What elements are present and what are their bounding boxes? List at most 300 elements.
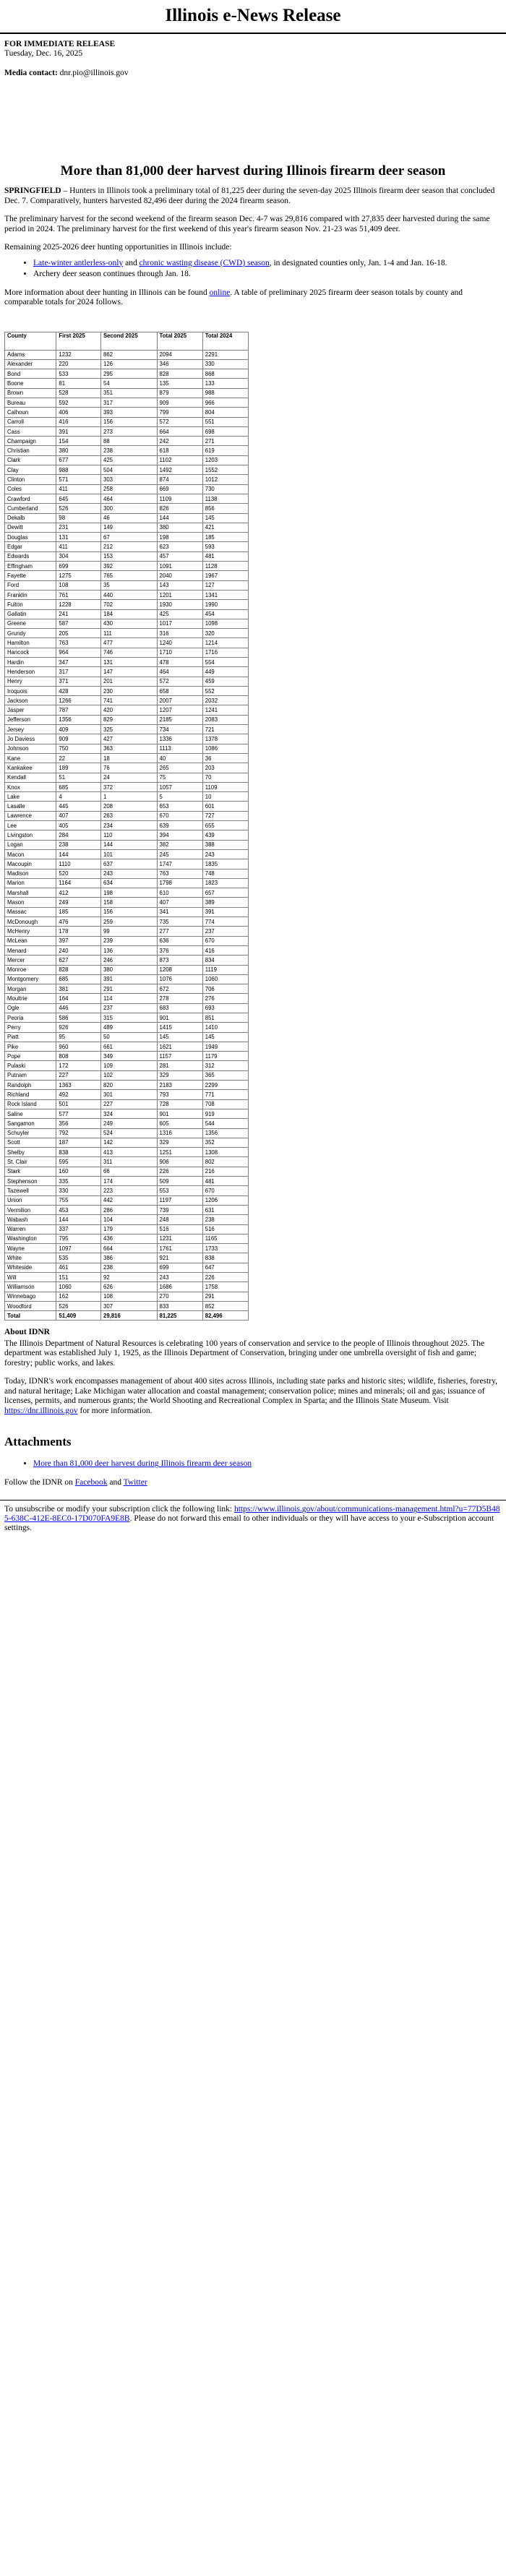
table-row xyxy=(5,1224,249,1234)
table-cell: 623 xyxy=(157,542,202,551)
table-row xyxy=(5,523,249,532)
table-cell: 1990 xyxy=(202,600,248,609)
table-cell: 657 xyxy=(202,888,248,898)
table-cell: 658 xyxy=(157,686,202,695)
table-cell: 386 xyxy=(100,1253,157,1263)
table-cell: St. Clair xyxy=(5,1157,56,1167)
table-row xyxy=(5,562,249,571)
paragraph-1-text: – Hunters in Illinois took a preliminary total of 81,225 deer during the seven-day 2025 Illinois firearm deer season that concluded Dec. 7. Comparatively, hunters harvested 82,496 deer during the 2024 firearm season. xyxy=(4,186,495,205)
article-paragraph-2: The preliminary harvest for the second weekend of the firearm season Dec. 4-7 was 29,816 compared with 27,835 deer harvested during the same period in 2024. The preliminary harvest for the first weekend of this year's firearm season Nov. 21-23 was 51,409 deer. xyxy=(4,215,490,233)
table-cell: 670 xyxy=(202,1186,248,1195)
table-cell: 156 xyxy=(100,417,157,426)
table-cell: 243 xyxy=(100,869,157,878)
table-cell: 988 xyxy=(202,388,248,398)
table-cell: Greene xyxy=(5,619,56,628)
table-cell: 571 xyxy=(56,475,101,484)
table-row xyxy=(5,465,249,475)
table-row xyxy=(5,898,249,907)
table-cell: 879 xyxy=(157,388,202,398)
table-cell: 185 xyxy=(56,907,101,916)
table-cell: 610 xyxy=(157,888,202,898)
table-cell: Ford xyxy=(5,580,56,590)
table-cell: 535 xyxy=(56,1253,101,1263)
table-cell: 868 xyxy=(202,369,248,379)
table-row xyxy=(5,792,249,802)
table-cell: 699 xyxy=(157,1263,202,1272)
table-cell: 301 xyxy=(100,1090,157,1099)
table-cell: 5 xyxy=(157,792,202,802)
table-row xyxy=(5,763,249,773)
table-cell: Massac xyxy=(5,907,56,916)
table-cell: 1410 xyxy=(202,1023,248,1032)
table-row xyxy=(5,994,249,1003)
table-cell: 774 xyxy=(202,917,248,927)
table-cell: 669 xyxy=(157,484,202,494)
table-cell: Edgar xyxy=(5,542,56,551)
table-row xyxy=(5,1119,249,1128)
table-cell: Bureau xyxy=(5,398,56,407)
table-row xyxy=(5,878,249,888)
table-cell: 901 xyxy=(157,1109,202,1118)
online-link[interactable]: online xyxy=(209,288,231,297)
table-cell: Crawford xyxy=(5,494,56,503)
table-row xyxy=(5,551,249,561)
table-cell: 231 xyxy=(56,523,101,532)
table-cell: 1060 xyxy=(56,1282,101,1292)
table-cell: 439 xyxy=(202,830,248,840)
table-row xyxy=(5,504,249,513)
table-row xyxy=(5,1032,249,1042)
table-cell: 406 xyxy=(56,408,101,417)
table-cell: 216 xyxy=(202,1167,248,1176)
table-cell: Putnam xyxy=(5,1070,56,1080)
table-cell: 238 xyxy=(100,446,157,455)
table-cell: 852 xyxy=(202,1301,248,1310)
table-cell: 376 xyxy=(157,945,202,955)
table-cell: Richland xyxy=(5,1090,56,1099)
list-item xyxy=(33,259,502,269)
table-cell: 372 xyxy=(100,782,157,791)
table-row xyxy=(5,484,249,494)
table-cell: Wayne xyxy=(5,1244,56,1253)
table-cell: 664 xyxy=(100,1244,157,1253)
table-cell: 46 xyxy=(100,513,157,523)
table-cell: Christian xyxy=(5,446,56,455)
table-row xyxy=(5,782,249,791)
table-cell: 382 xyxy=(157,840,202,849)
follow-text: and xyxy=(107,1478,124,1487)
table-cell: 921 xyxy=(157,1253,202,1263)
about-paragraph-2 xyxy=(4,1377,502,1416)
table-row xyxy=(5,686,249,695)
table-cell: 1207 xyxy=(157,705,202,715)
article-title: More than 81,000 deer harvest during Illinois firearm deer season xyxy=(60,163,446,179)
table-cell: 320 xyxy=(202,629,248,638)
table-cell: 425 xyxy=(157,609,202,619)
table-cell: Scott xyxy=(5,1138,56,1147)
table-cell: 111 xyxy=(100,629,157,638)
table-cell: Johnson xyxy=(5,744,56,753)
article-paragraph-1 xyxy=(4,186,502,206)
table-cell: Rock Island xyxy=(5,1099,56,1109)
table-cell: 795 xyxy=(56,1234,101,1243)
table-cell: 317 xyxy=(56,667,101,677)
table-cell: 449 xyxy=(202,667,248,677)
table-cell: 739 xyxy=(157,1205,202,1214)
table-cell: 220 xyxy=(56,359,101,369)
table-cell: 1930 xyxy=(157,600,202,609)
table-cell: 258 xyxy=(100,484,157,494)
table-cell: 242 xyxy=(157,437,202,446)
table-cell: 420 xyxy=(100,705,157,715)
table-cell: 478 xyxy=(157,658,202,667)
cwd-season-link[interactable]: chronic wasting disease (CWD) season xyxy=(139,258,270,267)
table-cell: Henry xyxy=(5,677,56,686)
media-contact-email: dnr.pio@illinois.gov xyxy=(59,69,129,77)
table-cell: 278 xyxy=(157,994,202,1003)
table-cell: Grundy xyxy=(5,629,56,638)
table-cell: 109 xyxy=(100,1061,157,1070)
table-cell: 838 xyxy=(56,1148,101,1157)
table-cell: 223 xyxy=(100,1186,157,1195)
table-cell: 664 xyxy=(157,426,202,436)
table-cell: 237 xyxy=(100,1003,157,1013)
table-cell: 133 xyxy=(202,379,248,388)
table-cell: 162 xyxy=(56,1292,101,1301)
table-cell: 524 xyxy=(100,1128,157,1138)
table-cell: 1201 xyxy=(157,590,202,599)
table-cell: 750 xyxy=(56,744,101,753)
table-row xyxy=(5,1109,249,1118)
table-cell: 24 xyxy=(100,773,157,782)
table-row xyxy=(5,956,249,965)
table-cell: 356 xyxy=(56,1119,101,1128)
table-cell: 685 xyxy=(56,974,101,984)
table-cell: 1157 xyxy=(157,1052,202,1061)
table-cell: Menard xyxy=(5,945,56,955)
twitter-link[interactable]: Twitter xyxy=(123,1478,147,1487)
table-cell: 966 xyxy=(202,398,248,407)
table-row xyxy=(5,1013,249,1022)
table-cell: 187 xyxy=(56,1138,101,1147)
table-cell: 909 xyxy=(157,398,202,407)
table-row xyxy=(5,629,249,638)
table-cell: 1097 xyxy=(56,1244,101,1253)
table-cell: 454 xyxy=(202,609,248,619)
table-cell: Pike xyxy=(5,1042,56,1051)
table-cell: Shelby xyxy=(5,1148,56,1157)
table-cell: 1203 xyxy=(202,455,248,465)
table-cell: 246 xyxy=(100,956,157,965)
paragraph-4-text: More information about deer hunting in Illinois can be found xyxy=(4,288,210,297)
table-cell: 554 xyxy=(202,658,248,667)
table-cell: 1231 xyxy=(157,1234,202,1243)
unsubscribe-note xyxy=(0,1500,506,1537)
table-cell: 2183 xyxy=(157,1081,202,1090)
table-cell: 619 xyxy=(202,446,248,455)
table-cell: 636 xyxy=(157,936,202,945)
table-cell: 416 xyxy=(202,945,248,955)
table-cell: 36 xyxy=(202,753,248,763)
table-cell: 102 xyxy=(100,1070,157,1080)
table-cell: Boone xyxy=(5,379,56,388)
table-cell: Coles xyxy=(5,484,56,494)
table-cell: 1363 xyxy=(56,1081,101,1090)
table-cell: 380 xyxy=(100,965,157,974)
table-cell: 509 xyxy=(157,1177,202,1186)
table-cell: 143 xyxy=(157,580,202,590)
table-row xyxy=(5,1023,249,1032)
table-cell: 286 xyxy=(100,1205,157,1214)
table-cell: Marion xyxy=(5,878,56,888)
attachment-link[interactable]: More than 81,000 deer harvest during Illinois firearm deer season xyxy=(33,1459,252,1469)
table-cell: 741 xyxy=(100,696,157,705)
idnr-website-link[interactable]: https://dnr.illinois.gov xyxy=(4,1406,78,1415)
table-row xyxy=(5,1099,249,1109)
table-cell: 1835 xyxy=(202,859,248,869)
table-cell: 631 xyxy=(202,1205,248,1214)
table-cell: 637 xyxy=(100,859,157,869)
table-cell: Marshall xyxy=(5,888,56,898)
table-cell: 351 xyxy=(100,388,157,398)
table-cell: 315 xyxy=(100,1013,157,1022)
table-cell: 248 xyxy=(157,1215,202,1224)
table-cell: 330 xyxy=(202,359,248,369)
table-cell: 586 xyxy=(56,1013,101,1022)
table-cell: 2185 xyxy=(157,715,202,724)
table-row xyxy=(5,1253,249,1263)
table-cell: 655 xyxy=(202,821,248,830)
table-cell: 577 xyxy=(56,1109,101,1118)
table-cell: 144 xyxy=(100,840,157,849)
table-cell: Iroquois xyxy=(5,686,56,695)
table-cell: 552 xyxy=(202,686,248,695)
table-cell: 189 xyxy=(56,763,101,773)
table-cell: 1110 xyxy=(56,859,101,869)
table-cell: 295 xyxy=(100,369,157,379)
list-text: , in designated counties only, Jan. 1-4 and Jan. 16-18. xyxy=(269,258,447,267)
table-cell: Effingham xyxy=(5,562,56,571)
table-cell: 352 xyxy=(202,1138,248,1147)
table-row xyxy=(5,1244,249,1253)
table-cell: Woodford xyxy=(5,1301,56,1310)
table-cell: 787 xyxy=(56,705,101,715)
table-cell: Franklin xyxy=(5,590,56,599)
table-cell: 135 xyxy=(157,379,202,388)
table-cell: 544 xyxy=(202,1119,248,1128)
table-cell: 459 xyxy=(202,677,248,686)
unsubscribe-text: . Please do not forward this email to other individuals or they will have access to your e-Subscription account settings. xyxy=(4,1514,494,1533)
table-cell: Jo Daviess xyxy=(5,734,56,744)
table-row xyxy=(5,927,249,936)
table-cell: 205 xyxy=(56,629,101,638)
table-cell: 237 xyxy=(202,927,248,936)
table-row xyxy=(5,417,249,426)
table-cell: 212 xyxy=(100,542,157,551)
table-cell: 1356 xyxy=(56,715,101,724)
table-cell: 793 xyxy=(157,1090,202,1099)
table-cell: Clay xyxy=(5,465,56,475)
table-cell: 198 xyxy=(100,888,157,898)
table-row xyxy=(5,849,249,859)
column-header: First 2025 xyxy=(56,332,101,350)
table-cell: 335 xyxy=(56,1177,101,1186)
table-row xyxy=(5,1052,249,1061)
table-row xyxy=(5,888,249,898)
table-cell: 1308 xyxy=(202,1148,248,1157)
table-cell: 160 xyxy=(56,1167,101,1176)
table-cell: 371 xyxy=(56,677,101,686)
table-cell: Lee xyxy=(5,821,56,830)
table-row xyxy=(5,1042,249,1051)
table-cell: 2040 xyxy=(157,571,202,580)
table-row xyxy=(5,965,249,974)
table-cell: 95 xyxy=(56,1032,101,1042)
table-cell: Schuyler xyxy=(5,1128,56,1138)
table-cell: 2007 xyxy=(157,696,202,705)
table-row xyxy=(5,1081,249,1090)
table-cell: 1206 xyxy=(202,1195,248,1205)
table-cell: 553 xyxy=(157,1186,202,1195)
table-row xyxy=(5,1157,249,1167)
table-row xyxy=(5,475,249,484)
table-cell: 516 xyxy=(157,1224,202,1234)
table-cell: 593 xyxy=(202,542,248,551)
table-cell: Hancock xyxy=(5,648,56,657)
table-row xyxy=(5,917,249,927)
table-cell: 808 xyxy=(56,1052,101,1061)
table-cell: 639 xyxy=(157,821,202,830)
table-cell: 851 xyxy=(202,1013,248,1022)
list-item: • Archery deer season continues through Jan. 18. xyxy=(33,270,502,280)
table-cell: 324 xyxy=(100,1109,157,1118)
table-row xyxy=(5,1301,249,1310)
table-cell: 416 xyxy=(56,417,101,426)
table-cell: 425 xyxy=(100,455,157,465)
table-cell: 1 xyxy=(100,792,157,802)
table-cell: Stark xyxy=(5,1167,56,1176)
table-cell: Cumberland xyxy=(5,504,56,513)
table-cell: 179 xyxy=(100,1224,157,1234)
table-cell: 131 xyxy=(100,658,157,667)
table-cell: 108 xyxy=(100,1292,157,1301)
table-cell: Bond xyxy=(5,369,56,379)
table-cell: 412 xyxy=(56,888,101,898)
table-cell: 10 xyxy=(202,792,248,802)
table-cell: 391 xyxy=(202,907,248,916)
table-cell: 198 xyxy=(157,533,202,542)
table-row xyxy=(5,619,249,628)
table-cell: 685 xyxy=(56,782,101,791)
table-cell: 826 xyxy=(157,504,202,513)
table-row xyxy=(5,1177,249,1186)
column-header: Second 2025 xyxy=(100,332,157,350)
table-cell: 661 xyxy=(100,1042,157,1051)
table-cell: Sangamon xyxy=(5,1119,56,1128)
table-cell: Alexander xyxy=(5,359,56,369)
table-cell: Pope xyxy=(5,1052,56,1061)
table-cell: 178 xyxy=(56,927,101,936)
table-cell: 427 xyxy=(100,734,157,744)
table-cell: 245 xyxy=(157,849,202,859)
table-cell: 1823 xyxy=(202,878,248,888)
table-cell: 145 xyxy=(157,1032,202,1042)
table-cell: 238 xyxy=(100,1263,157,1272)
table-cell: 734 xyxy=(157,725,202,734)
table-cell: 380 xyxy=(56,446,101,455)
table-cell: 329 xyxy=(157,1070,202,1080)
table-cell: 2083 xyxy=(202,715,248,724)
table-cell: Montgomery xyxy=(5,974,56,984)
table-cell: 601 xyxy=(202,802,248,811)
table-cell: 481 xyxy=(202,1177,248,1186)
unsubscribe-link[interactable]: https://www.illinois.gov/about/communications-management.html?u=77D5B485-638C-412E-8EC0-17D070FA9E8B xyxy=(4,1505,500,1524)
table-row xyxy=(5,1061,249,1070)
table-row xyxy=(5,408,249,417)
table-cell: Mercer xyxy=(5,956,56,965)
table-header-row xyxy=(5,332,249,350)
table-cell: 311 xyxy=(100,1157,157,1167)
attachments-heading: Attachments xyxy=(4,1435,72,1449)
table-row xyxy=(5,350,249,359)
table-cell: Kane xyxy=(5,753,56,763)
table-row xyxy=(5,455,249,465)
table-cell: 572 xyxy=(157,417,202,426)
table-cell: 172 xyxy=(56,1061,101,1070)
table-cell: 389 xyxy=(202,898,248,907)
table-cell: 151 xyxy=(56,1273,101,1282)
table-cell: Gallatin xyxy=(5,609,56,619)
table-cell: 238 xyxy=(56,840,101,849)
table-row xyxy=(5,1090,249,1099)
table-cell: Douglas xyxy=(5,533,56,542)
table-cell: 4 xyxy=(56,792,101,802)
table-cell: 300 xyxy=(100,504,157,513)
table-cell: 263 xyxy=(100,811,157,820)
table-cell: 147 xyxy=(100,667,157,677)
table-cell: 964 xyxy=(56,648,101,657)
table-row xyxy=(5,802,249,811)
table-row xyxy=(5,580,249,590)
table-cell: 88 xyxy=(100,437,157,446)
table-row xyxy=(5,1205,249,1214)
table-cell: Will xyxy=(5,1273,56,1282)
table-cell: 1251 xyxy=(157,1148,202,1157)
table-cell: 317 xyxy=(100,398,157,407)
table-cell: 270 xyxy=(157,1292,202,1301)
table-cell: 727 xyxy=(202,811,248,820)
late-winter-link[interactable]: Late-winter antlerless-only xyxy=(33,258,124,267)
table-cell: 587 xyxy=(56,619,101,628)
table-cell: 392 xyxy=(100,562,157,571)
table-row xyxy=(5,658,249,667)
table-cell: 337 xyxy=(56,1224,101,1234)
release-date: Tuesday, Dec. 16, 2025 xyxy=(4,49,83,58)
table-cell: 316 xyxy=(157,629,202,638)
table-row xyxy=(5,398,249,407)
table-row xyxy=(5,1186,249,1195)
table-cell: 303 xyxy=(100,475,157,484)
facebook-link[interactable]: Facebook xyxy=(74,1478,108,1487)
table-cell: 833 xyxy=(157,1301,202,1310)
table-cell: Moultrie xyxy=(5,994,56,1003)
table-cell: 2094 xyxy=(157,350,202,359)
table-cell: 856 xyxy=(202,504,248,513)
column-header: Total 2025 xyxy=(157,332,202,350)
table-cell: 304 xyxy=(56,551,101,561)
table-row xyxy=(5,936,249,945)
table-cell: 1266 xyxy=(56,696,101,705)
